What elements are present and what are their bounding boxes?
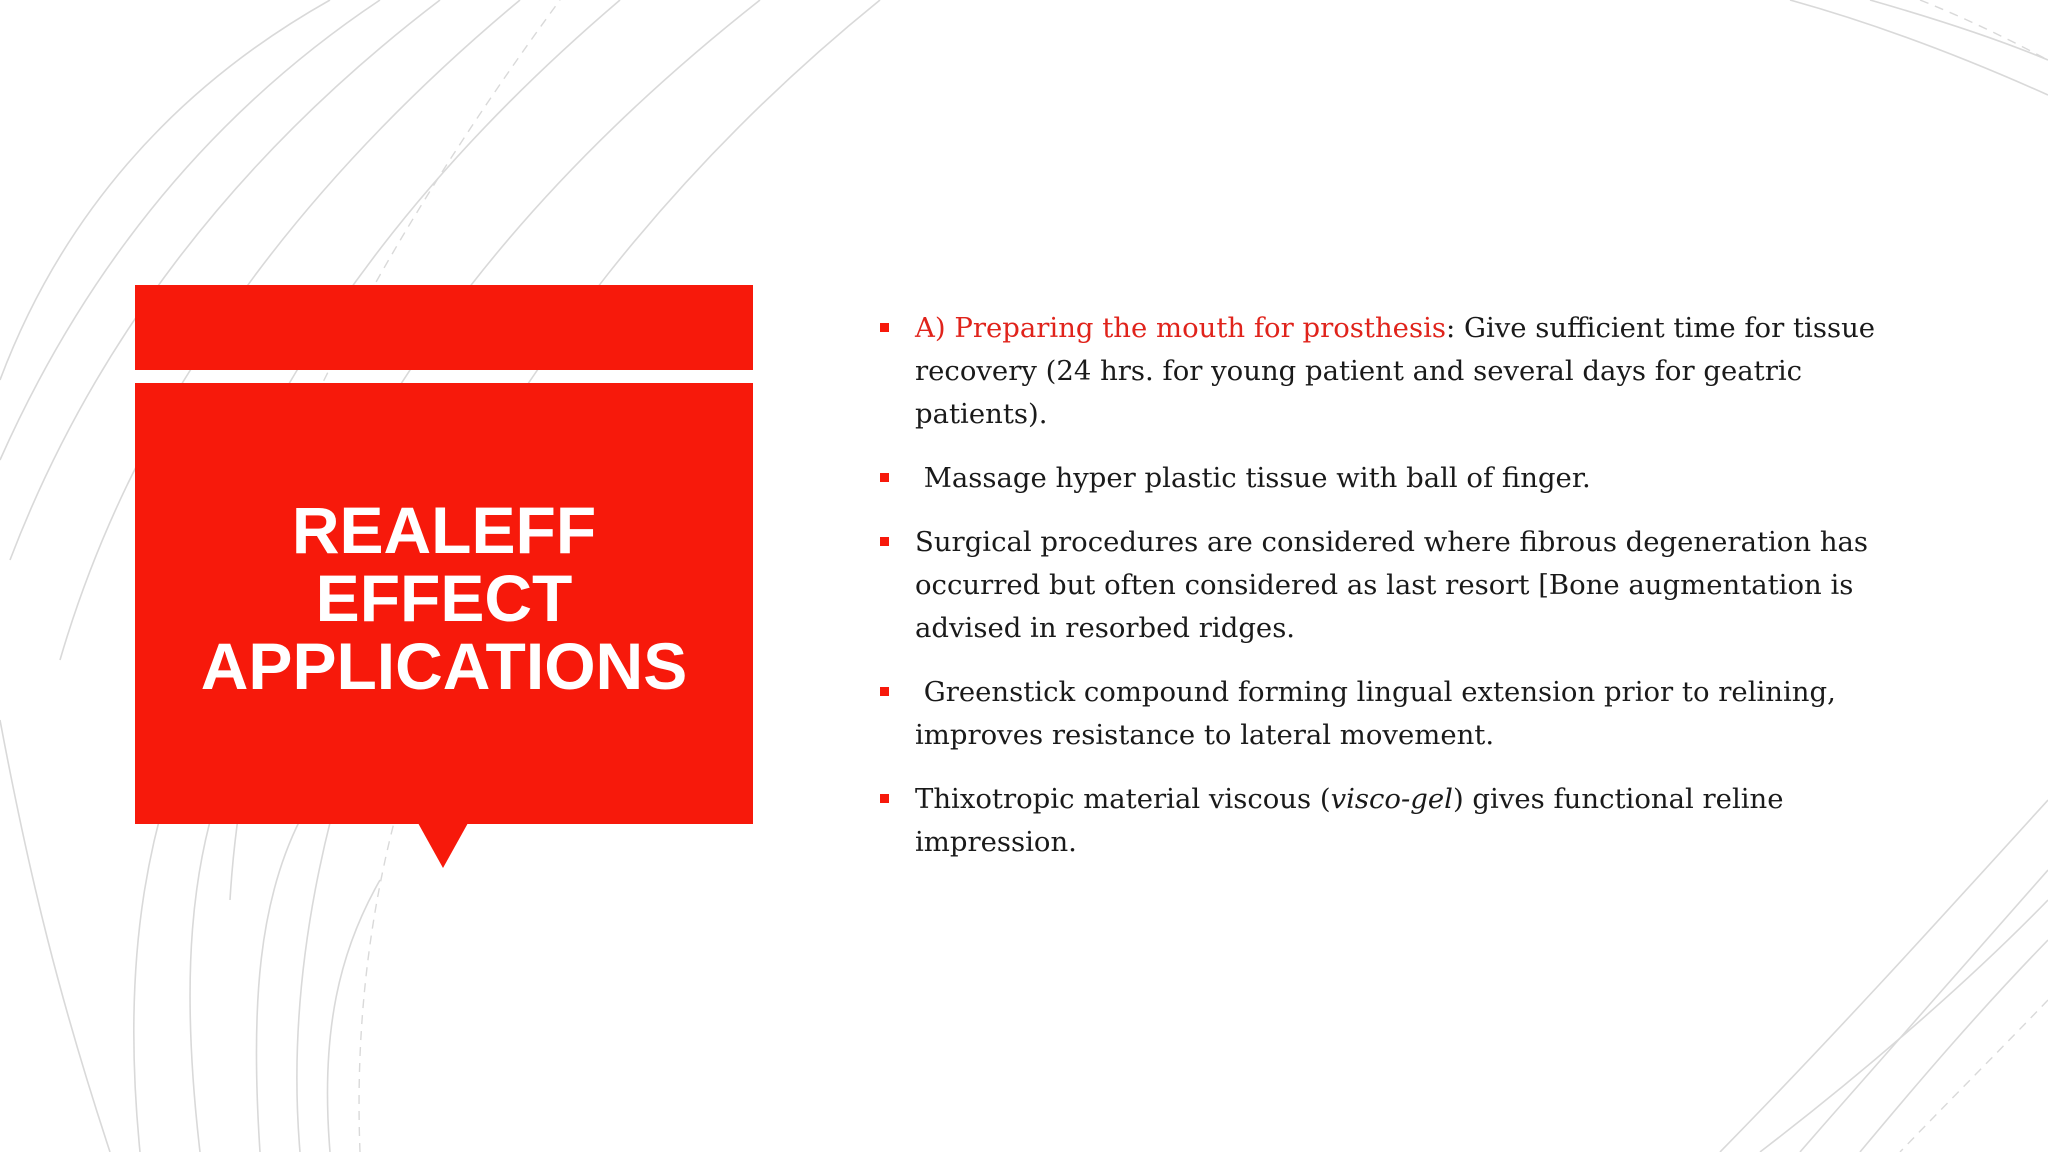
bullet-item-3 [876,521,1886,650]
slide-title-line-2: EFFECT [315,560,573,635]
bullet-item-5 [876,778,1886,864]
slide-title [200,492,688,703]
bullet-3-text: Surgical procedures are considered where fibrous degeneration has occurred but often considered as last resort [Bone augmentation is advised in resorbed ridges. [915,526,1869,644]
bullet-item-4 [876,671,1886,757]
bullet-4-text: Greenstick compound forming lingual extension prior to relining, improves resistance to lateral movement. [915,676,1845,751]
bullet-1-text: : Give sufficient time for tissue recovery (24 hrs. for young patient and several days for geatric patients). [915,312,1876,430]
bullet-item-2 [876,457,1886,500]
square-bullet-icon [880,687,889,696]
bullet-list [876,307,1886,864]
square-bullet-icon [880,473,889,482]
slide-title-line-1: REALEFF [291,492,597,567]
bullet-1-lead: A) Preparing the mouth for prosthesis [915,312,1446,344]
bullet-5-text-after: ) gives functional reline impression. [915,783,1784,858]
square-bullet-icon [880,794,889,803]
callout-pointer [418,823,468,868]
bullet-2-text: Massage hyper plastic tissue with ball of finger. [915,462,1591,494]
square-bullet-icon [880,537,889,546]
title-accent-bar [135,285,753,370]
bullet-item-1 [876,307,1886,436]
square-bullet-icon [880,323,889,332]
bullet-content [876,307,1886,885]
title-callout-box [135,383,753,824]
bullet-5-italic-term: visco-gel [1330,783,1453,815]
bullet-5-text-before: Thixotropic material viscous ( [915,783,1331,815]
slide-title-line-3: APPLICATIONS [200,628,688,703]
